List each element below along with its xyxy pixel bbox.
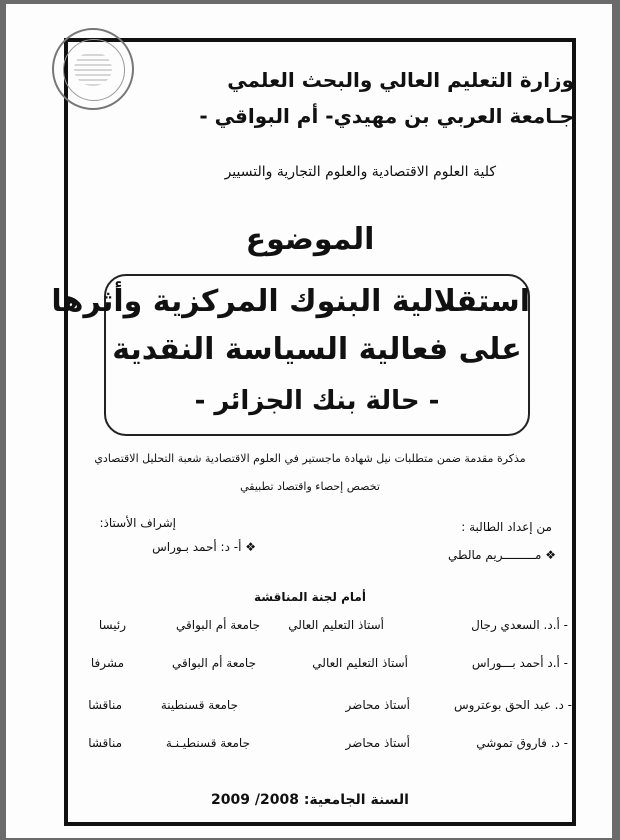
jury-member-role: مناقشا bbox=[88, 698, 122, 712]
jury-label: أمام لجنة المناقشة bbox=[254, 590, 366, 604]
jury-member-rank: أستاذ التعليم العالي bbox=[312, 656, 408, 670]
faculty-heading: كلية العلوم الاقتصادية والعلوم التجارية والتسيير bbox=[224, 164, 496, 180]
seal-core bbox=[74, 52, 112, 86]
jury-member-row bbox=[0, 656, 620, 676]
ministry-heading: وزارة التعليم العالي والبحث العلمي bbox=[227, 68, 574, 92]
jury-member-row bbox=[0, 618, 620, 638]
jury-member-role: رئيسا bbox=[98, 618, 126, 632]
jury-member-name: - أ.د أحمد بـــوراس bbox=[471, 656, 568, 670]
student-name: ❖ مـــــــــريم مالطي bbox=[448, 548, 556, 562]
jury-member-rank: أستاذ التعليم العالي bbox=[288, 618, 384, 632]
thesis-description: مذكرة مقدمة ضمن متطلبات نيل شهادة ماجستير في العلوم الاقتصادية شعبة التحليل الاقتصادي bbox=[94, 452, 526, 465]
jury-member-row bbox=[0, 698, 620, 718]
supervisor-label: إشراف الأستاذ: bbox=[99, 516, 176, 530]
jury-member-name: - د. فاروق تموشي bbox=[476, 736, 568, 750]
student-label: من إعداد الطالبة : bbox=[461, 520, 552, 534]
thesis-title-line-3: - حالة بنك الجزائر - bbox=[194, 386, 440, 416]
thesis-specialization: تخصص إحصاء واقتصاد تطبيقي bbox=[240, 480, 380, 493]
jury-member-role: مناقشا bbox=[88, 736, 122, 750]
jury-member-rank: أستاذ محاضر bbox=[345, 698, 410, 712]
jury-member-institution: جامعة أم البواقي bbox=[176, 618, 260, 632]
university-seal-stamp bbox=[52, 28, 134, 110]
supervisor-name: ❖ أ- د: أحمد بـوراس bbox=[152, 540, 256, 554]
thesis-title-line-1: استقلالية البنوك المركزية وأثرها bbox=[51, 284, 530, 319]
jury-member-institution: جامعة قسنطيـنـة bbox=[165, 736, 250, 750]
jury-member-institution: جامعة أم البواقي bbox=[172, 656, 256, 670]
jury-member-name: - د. عبد الحق بوعتروس bbox=[454, 698, 572, 712]
academic-year: السنة الجامعية: 2008/ 2009 bbox=[211, 792, 409, 808]
jury-member-institution: جامعة قسنطينة bbox=[160, 698, 238, 712]
thesis-title-line-2: على فعالية السياسة النقدية bbox=[112, 332, 522, 367]
jury-member-rank: أستاذ محاضر bbox=[345, 736, 410, 750]
jury-member-name: - أ.د. السعدي رجال bbox=[471, 618, 568, 632]
jury-member-row bbox=[0, 736, 620, 756]
jury-member-role: مشرفا bbox=[90, 656, 124, 670]
university-heading: جـامعة العربي بن مهيدي- أم البواقي - bbox=[199, 104, 574, 128]
subject-label: الموضوع bbox=[245, 222, 375, 257]
